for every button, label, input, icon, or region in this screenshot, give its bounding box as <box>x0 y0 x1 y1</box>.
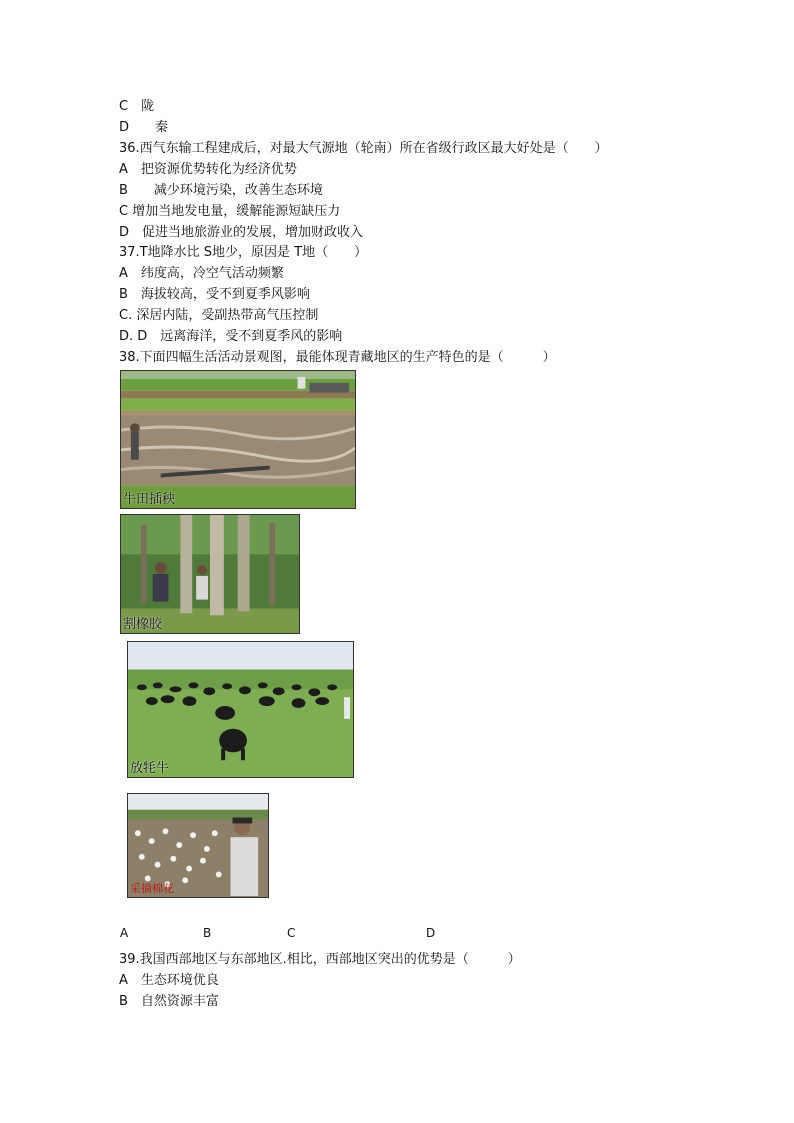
caption-cotton-picking: 采摘棉花 <box>130 882 174 895</box>
option-d-q37: D. D 远离海洋，受不到夏季风的影响 <box>119 329 343 344</box>
choice-c-label: C <box>287 926 296 940</box>
question-39-stem: 39.我国西部地区与东部地区.相比，西部地区突出的优势是（ ） <box>119 952 521 967</box>
photo-yak-herding <box>127 641 354 778</box>
question-38-stem: 38.下面四幅生活活动景观图，最能体现青藏地区的生产特色的是（ ） <box>119 350 556 365</box>
option-a-q36: A 把资源优势转化为经济优势 <box>119 162 297 177</box>
option-d-q36: D 促进当地旅游业的发展，增加财政收入 <box>119 225 364 240</box>
option-c-q37: C. 深居内陆，受副热带高气压控制 <box>119 308 319 323</box>
option-b-q36: B 减少环境污染，改善生态环境 <box>119 183 323 198</box>
caption-yak-herding: 放牦牛 <box>130 761 170 776</box>
photo-rice-planting <box>120 370 356 509</box>
option-c-q35: C 陇 <box>119 99 155 114</box>
option-b-q37: B 海拔较高，受不到夏季风影响 <box>119 287 310 302</box>
option-d-q35: D 秦 <box>119 120 169 135</box>
question-37-stem: 37.T地降水比 S地少，原因是 T地（ ） <box>119 245 368 260</box>
choice-d-label: D <box>426 926 436 940</box>
question-36-stem: 36.西气东输工程建成后，对最大气源地（轮南）所在省级行政区最大好处是（ ） <box>119 141 608 156</box>
option-c-q36: C 增加当地发电量，缓解能源短缺压力 <box>119 204 341 219</box>
caption-rubber-tapping: 割橡胶 <box>123 617 163 632</box>
choice-b-label: B <box>203 926 212 940</box>
option-a-q39: A 生态环境优良 <box>119 973 219 988</box>
option-a-q37: A 纬度高，冷空气活动频繁 <box>119 266 284 281</box>
option-b-q39: B 自然资源丰富 <box>119 994 219 1009</box>
photo-rubber-tapping <box>120 514 300 634</box>
photo-cotton-picking <box>127 793 269 898</box>
caption-rice-planting: 牛田插秧 <box>123 492 176 507</box>
choice-a-label: A <box>120 926 129 940</box>
